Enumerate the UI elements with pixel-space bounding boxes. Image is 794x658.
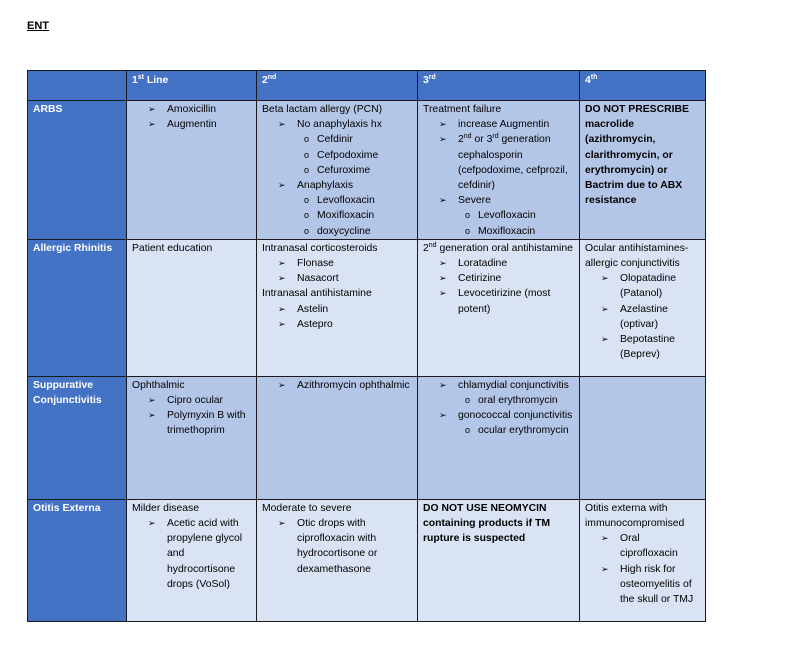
list-item: ➢ Amoxicillin <box>132 102 251 117</box>
arbs-4th-line: DO NOT PRESCRIBE macrolide (azithromycin, clarithromycin, or erythromycin) or Bactrim due to ABX resistance <box>580 101 706 240</box>
header-row <box>28 71 706 101</box>
otitis-1st-line <box>127 499 257 621</box>
list-item: ➢ chlamydial conjunctivitis o oral erythromycin <box>423 378 574 408</box>
sub-list-item: o Levofloxacin <box>297 193 412 208</box>
sub-list-item: o oral erythromycin <box>458 393 574 408</box>
sub-list-item: o Moxifloxacin <box>297 208 412 223</box>
list-item: ➢ Polymyxin B with trimethoprim <box>132 408 251 438</box>
list-item: ➢ Cetirizine <box>423 271 574 286</box>
list-item: ➢ gonococcal conjunctivitis o ocular erythromycin <box>423 408 574 438</box>
suppurative-1st-line <box>127 376 257 499</box>
cell-heading: Beta lactam allergy (PCN) <box>262 104 383 115</box>
list-item: ➢ No anaphylaxis hx o Cefdinir o Cefpodoxime o Cefuroxime <box>262 117 412 178</box>
list-item: ➢ Flonase <box>262 256 412 271</box>
cell-heading: 2nd generation oral antihistamine <box>423 241 573 254</box>
header-4th: 4th <box>580 71 706 101</box>
sub-list-item: o Cefuroxime <box>297 163 412 178</box>
allergic-3rd-line <box>418 239 580 376</box>
sub-list-item: o Cefdinir <box>297 132 412 147</box>
list-item: ➢ increase Augmentin <box>423 117 574 132</box>
cell-heading: Ophthalmic <box>132 379 185 391</box>
allergic-2nd-line <box>257 239 418 376</box>
list-item: ➢ Astepro <box>262 317 412 332</box>
list-item: ➢ Loratadine <box>423 256 574 271</box>
row-label-otitis-externa: Otitis Externa <box>28 499 127 621</box>
header-2nd: 2nd <box>257 71 418 101</box>
cell-heading: Intranasal corticosteroids <box>262 242 378 254</box>
list-item: ➢ Severe o Levofloxacin o Moxifloxacin <box>423 193 574 239</box>
suppurative-2nd-line <box>257 376 418 499</box>
row-arbs <box>28 101 706 240</box>
arbs-2nd-line <box>257 101 418 240</box>
list-item: ➢ Bepotastine (Beprev) <box>585 332 700 362</box>
otitis-3rd-line: DO NOT USE NEOMYCIN containing products if TM rupture is suspected <box>418 499 580 621</box>
row-allergic-rhinitis <box>28 239 706 376</box>
sub-list-item: o Levofloxacin <box>458 208 574 223</box>
list-item: ➢ Astelin <box>262 302 412 317</box>
sub-list-item: o doxycycline <box>297 224 412 239</box>
row-otitis-externa <box>28 499 706 621</box>
allergic-1st-line: Patient education <box>127 239 257 376</box>
sub-list-item: o Moxifloxacin <box>458 224 574 239</box>
list-item: ➢ Olopatadine (Patanol) <box>585 271 700 301</box>
list-item: ➢ Nasacort <box>262 271 412 286</box>
cell-heading: Moderate to severe <box>262 502 352 514</box>
allergic-4th-line <box>580 239 706 376</box>
row-label-allergic-rhinitis: Allergic Rhinitis <box>28 239 127 376</box>
list-item: ➢ Levocetirizine (most potent) <box>423 286 574 316</box>
arbs-3rd-line <box>418 101 580 240</box>
list-item: ➢ Augmentin <box>132 117 251 132</box>
list-item: ➢ 2nd or 3rd generation cephalosporin (cefpodoxime, cefprozil, cefdinir) <box>423 132 574 193</box>
list-item: ➢ Anaphylaxis o Levofloxacin o Moxifloxacin o doxycycline <box>262 178 412 239</box>
list-item: ➢ Oral ciprofloxacin <box>585 531 700 561</box>
header-3rd: 3rd <box>418 71 580 101</box>
suppurative-3rd-line <box>418 376 580 499</box>
ent-treatment-table <box>27 70 706 622</box>
list-item: ➢ Cipro ocular <box>132 393 251 408</box>
document-title: ENT <box>27 20 49 32</box>
row-label-suppurative-conjunctivitis: Suppurative Conjunctivitis <box>28 376 127 499</box>
sub-list-item: o Cefpodoxime <box>297 148 412 163</box>
otitis-4th-line <box>580 499 706 621</box>
list-item: ➢ High risk for osteomyelitis of the skull or TMJ <box>585 562 700 608</box>
list-item: ➢ Azelastine (optivar) <box>585 302 700 332</box>
cell-heading: Ocular antihistamines- allergic conjunctivitis <box>585 242 689 270</box>
cell-heading: Milder disease <box>132 502 199 514</box>
list-item: ➢ Azithromycin ophthalmic <box>262 378 412 393</box>
list-item: ➢ Otic drops with ciprofloxacin with hydrocortisone or dexamethasone <box>262 516 412 577</box>
cell-heading: Intranasal antihistamine <box>262 288 372 300</box>
otitis-2nd-line <box>257 499 418 621</box>
header-1st-line: 1st Line <box>127 71 257 101</box>
cell-heading: Treatment failure <box>423 104 502 115</box>
arbs-1st-line <box>127 101 257 240</box>
suppurative-4th-line <box>580 376 706 499</box>
row-label-arbs: ARBS <box>28 101 127 240</box>
header-corner <box>28 71 127 101</box>
sub-list-item: o ocular erythromycin <box>458 423 574 438</box>
list-item: ➢ Acetic acid with propylene glycol and hydrocortisone drops (VoSol) <box>132 516 251 592</box>
row-suppurative-conjunctivitis <box>28 376 706 499</box>
cell-heading: Otitis externa with immunocompromised <box>585 502 685 530</box>
